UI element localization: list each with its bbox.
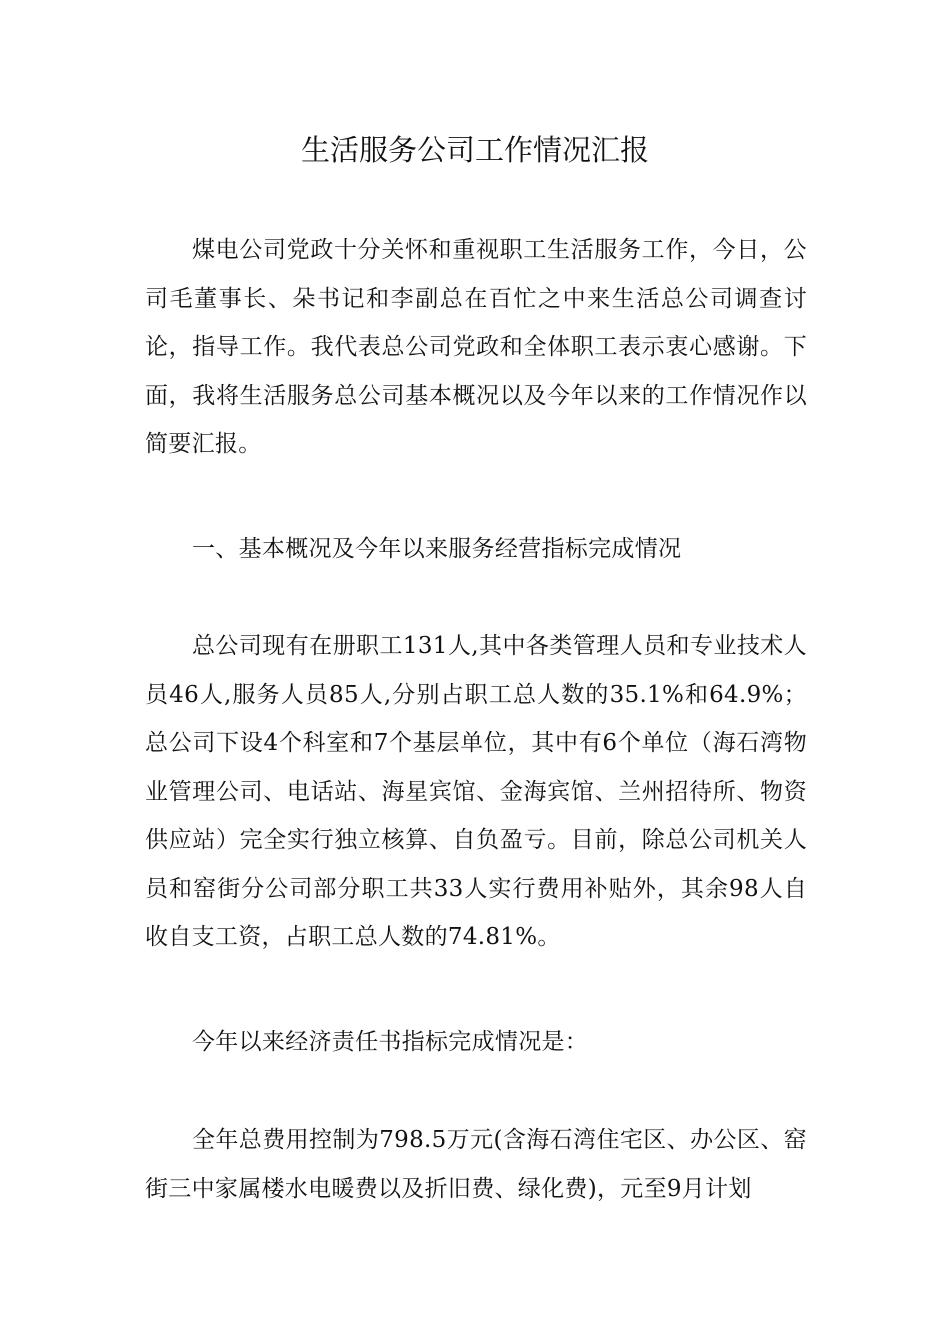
paragraph-intro: 煤电公司党政十分关怀和重视职工生活服务工作，今日，公司毛董事长、朵书记和李副总在百忙之中来生活总公司调查讨论，指导工作。我代表总公司党政和全体职工表示衷心感谢。下面，我将生活服务总公司基本概况以及今年以来的工作情况作以简要汇报。 — [145, 237, 807, 457]
paragraph-indicator-intro: 今年以来经济责任书指标完成情况是： — [192, 1029, 589, 1055]
section-heading-overview: 一、基本概况及今年以来服务经营指标完成情况 — [192, 536, 682, 562]
document-title: 生活服务公司工作情况汇报 — [300, 133, 649, 167]
paragraph-staff-overview: 总公司现有在册职工131人,其中各类管理人员和专业技术人员46人,服务人员85人,分别占职工总人数的35.1%和64.9%；总公司下设4个科室和7个基层单位，其中有6个单位（海石湾物业管理公司、电话站、海星宾馆、金海宾馆、兰州招待所、物资供应站）完全实行独立核算、自负盈亏。目前，除总公司机关人员和窑街分公司部分职工共33人实行费用补贴外，其余98人自收自支工资，占职工总人数的74.81%。 — [145, 633, 807, 950]
paragraph-cost-control: 全年总费用控制为798.5万元(含海石湾住宅区、办公区、窑街三中家属楼水电暖费以及折旧费、绿化费)，元至9月计划 — [145, 1127, 807, 1202]
